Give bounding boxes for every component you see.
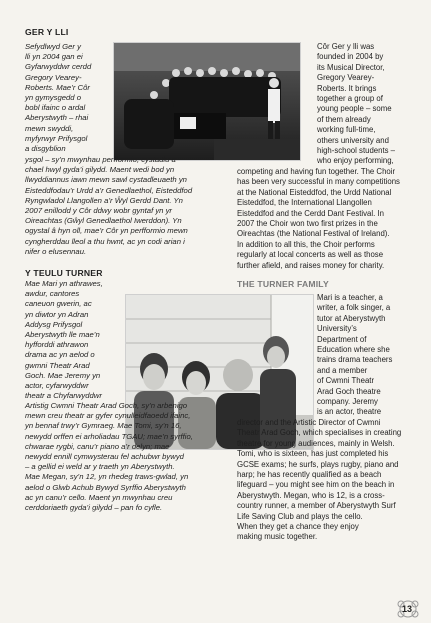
text-line: Mae Megan, sy’n 12, yn rhedeg traws-gwlad, yn — [25, 472, 189, 482]
text-line: Department of — [317, 334, 367, 344]
english-text-choir-bottom — [237, 167, 427, 271]
choir-photo-image — [114, 43, 300, 160]
text-line: ysgol – sy’n mwynhau perfformio, cystadlu a — [25, 155, 176, 164]
text-line: nifer o elusennau. — [25, 246, 87, 256]
text-line: lifeguard – you might see him on the beach in — [237, 480, 395, 490]
text-line: Aberystwyth – rhai — [25, 113, 89, 123]
text-line: cyngherddau lleol a thu hwnt, ac yn codi arian i — [25, 236, 185, 246]
text-line: llwyddiannus iawn mewn sawl cystadleuaeth yn — [25, 175, 187, 185]
text-line: competing and having fun together. The Choir — [237, 167, 396, 176]
text-line: director and the Artistic Director of Cwmni — [237, 418, 381, 427]
english-text-turner-top — [317, 293, 423, 418]
text-line: has been very successful in many competitions — [237, 177, 400, 187]
text-line: Roberts. Mae’r Côr — [25, 82, 90, 92]
text-line: Arad Goch theatre — [317, 386, 381, 396]
text-line: Mae Mari yn athrawes, — [25, 279, 103, 288]
text-line: who enjoy performing, — [317, 156, 394, 166]
text-line: hyfforddi athrawon — [25, 340, 89, 350]
choir-photo — [113, 42, 301, 161]
text-line: bobl ifainc o ardal — [25, 103, 86, 113]
text-line: aelod o Glwb Achub Bywyd Syrffio Aberystwyth — [25, 482, 186, 492]
text-line: myfyrwyr Prifysgol — [25, 133, 88, 143]
text-line: Gregory Vearey- — [25, 72, 82, 82]
text-line: Goch. Mae Jeremy yn — [25, 370, 101, 380]
text-line: ogystal â hyn oll, mae’r Côr yn perfformio mewn — [25, 226, 188, 236]
english-text-turner-bottom — [237, 418, 427, 543]
text-line: Aberystwyth. Megan, who is 12, is a cross- — [237, 490, 385, 500]
text-line: Addysg Prifysgol — [25, 319, 83, 329]
text-line: yn bennaf trwy’r Gymraeg. Mae Tomi, sy’n 16, — [25, 421, 182, 431]
text-line: caneuon gwerin, ac — [25, 299, 92, 309]
text-line: its Musical Director, — [317, 62, 385, 72]
welsh-text-turner-top — [25, 279, 123, 401]
text-line: a disgyblion — [25, 144, 66, 154]
text-line: Ryngwladol Llangollen a’r Ŵyl Gerdd Dant. Yn — [25, 195, 183, 205]
text-line: working full-time, — [317, 125, 376, 135]
text-line: and a member — [317, 365, 368, 375]
text-line: drama ac yn aelod o — [25, 350, 95, 360]
text-line: writer, a folk singer, a — [317, 303, 391, 313]
text-line: When they get a chance they enjoy — [237, 522, 359, 532]
text-line: GCSE exams; he surfs, plays rugby, piano and — [237, 459, 399, 469]
text-line: Oireachtas (the National Festival of Ireland). — [237, 229, 390, 239]
text-line: Eisteddfod and the Cerdd Dant Festival. In — [237, 208, 384, 218]
text-line: newydd ennill cymwysterau fel achubwr bywyd — [25, 452, 184, 462]
text-line: young people – some — [317, 104, 392, 114]
text-line: cerddoriaeth gyda’i gilydd – pan fo cyfle. — [25, 503, 163, 513]
text-line: making music together. — [237, 532, 318, 542]
text-line: chwarae rygbi, canu’r piano a’r delyn; mae — [25, 441, 170, 451]
text-line: mewn swyddi, — [25, 123, 74, 133]
text-line: Tomi, who is sixteen, has just completed his — [237, 449, 389, 459]
text-line: Gyfarwyddwr cerdd — [25, 62, 92, 72]
text-line: Oireachtas (Gŵyl Genedlaethol Iwerddon). Yn — [25, 216, 182, 226]
text-line: of them already — [317, 114, 371, 124]
text-line: theatr a Chyfarwyddwr — [25, 391, 102, 401]
text-line: further afield, and raises money for charity. — [237, 260, 385, 270]
text-line: at the National Eisteddfod, the Urdd National — [237, 187, 392, 197]
welsh-text-choir-bottom — [25, 155, 235, 257]
welsh-text-choir-top — [25, 42, 111, 154]
text-line: In addition to all this, the Choir performs — [237, 239, 375, 249]
text-line: tutor at Aberystwyth — [317, 313, 386, 323]
english-text-choir-top — [317, 42, 422, 167]
text-line: Education where she — [317, 345, 390, 355]
text-line: awdur, cantores — [25, 289, 80, 299]
text-line: Life Saving Club and plays the cello. — [237, 511, 363, 521]
text-line: actor, cyfarwyddwr — [25, 381, 89, 391]
text-line: Sefydlwyd Ger y — [25, 42, 81, 51]
welsh-text-turner-bottom — [25, 401, 235, 513]
text-line: is an actor, theatre — [317, 407, 382, 417]
text-line: company. Jeremy — [317, 397, 378, 407]
text-line: regularly at local concerts as well as those — [237, 250, 384, 260]
text-line: Theatr Arad Goch, which specialises in creating — [237, 428, 402, 438]
text-line: founded in 2004 by — [317, 52, 384, 62]
text-line: country runner, a member of Aberystwyth Surf — [237, 501, 396, 511]
text-line: Artistig Cwmni Theatr Arad Goch, sy’n arbenigo — [25, 401, 188, 410]
text-line: trains drama teachers — [317, 355, 393, 365]
text-line: Eisteddfod, the International Llangollen — [237, 198, 372, 208]
text-line: theatre for young audiences, mainly in Welsh. — [237, 438, 395, 448]
text-line: high-school students – — [317, 146, 396, 156]
english-heading-turner: THE TURNER FAMILY — [237, 279, 329, 289]
text-line: ac yn canu’r cello. Maent yn mwynhau creu — [25, 492, 173, 502]
text-line: University’s — [317, 324, 357, 334]
text-line: – a gellid ei weld ar y traeth yn Aberystwyth. — [25, 462, 175, 472]
page-number: 13 — [402, 604, 413, 614]
text-line: 2007 the Choir won two first prizes in the — [237, 219, 378, 229]
welsh-heading-turner: Y TEULU TURNER — [25, 268, 103, 278]
text-line: lli yn 2004 gan ei — [25, 52, 83, 62]
text-line: harp; he has recently qualified as a beach — [237, 470, 382, 480]
text-line: Roberts. It brings — [317, 83, 377, 93]
text-line: others university and — [317, 135, 389, 145]
text-line: Aberystwyth lle mae’n — [25, 330, 100, 340]
text-line: of Cwmni Theatr — [317, 376, 375, 386]
text-line: yn diwtor yn Adran — [25, 309, 89, 319]
text-line: chael hwyl gyda’i gilydd. Maent wedi bod yn — [25, 165, 175, 175]
text-line: yn gymysgedd o — [25, 93, 81, 103]
text-line: Eisteddfodau’r Urdd a’r Genedlaethol, Eisteddfod — [25, 185, 193, 195]
text-line: Mari is a teacher, a — [317, 293, 383, 302]
text-line: together a group of — [317, 94, 383, 104]
welsh-heading-choir: GER Y LLI — [25, 27, 69, 37]
text-line: 2007 enillodd y Côr ddwy wobr gyntaf yn yr — [25, 206, 172, 216]
text-line: mewn creu theatr ar gyfer cynulleidfaoedd ifainc, — [25, 411, 191, 421]
text-line: gwmni Theatr Arad — [25, 360, 90, 370]
text-line: Côr Ger y lli was — [317, 42, 375, 51]
text-line: newydd orffen ei arholiadau TGAU; mae’n syrffio, — [25, 431, 193, 441]
text-line: Gregory Vearey- — [317, 73, 375, 83]
